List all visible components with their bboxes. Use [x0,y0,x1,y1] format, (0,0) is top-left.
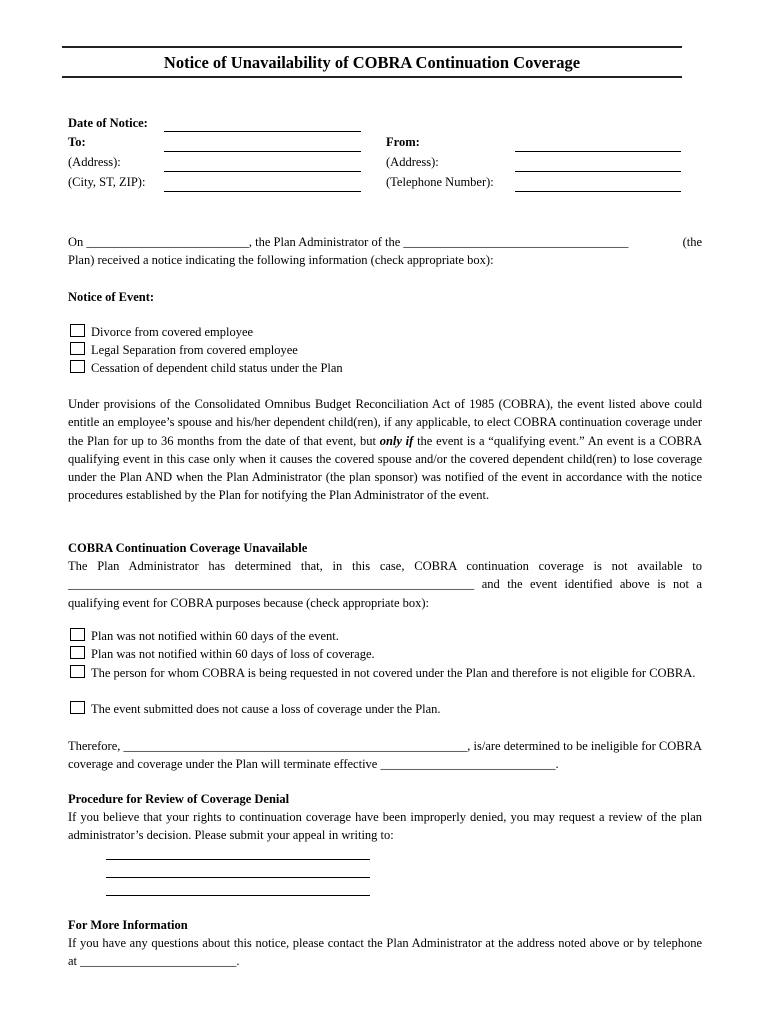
to-label: To: [68,135,86,149]
from-label: From: [386,135,420,149]
unavailable-paragraph: The Plan Administrator has determined that, in this case, COBRA continuation coverage is not available to _________________________________________________________________ and the event identified above is not a qualifying event for COBRA purposes because (check appropriate box): [68,559,702,610]
intro-line2: Plan) received a notice indicating the following information (check appropriate box): [68,253,494,268]
intro-plan-blank[interactable]: ____________________________________ [403,235,629,249]
appeal-address-line-2[interactable] [106,877,370,878]
more-info-heading: For More Information [68,918,188,932]
to-city-field[interactable] [164,191,361,192]
unavailable-checkbox-3[interactable] [70,665,85,678]
unavailable-option-3: The person for whom COBRA is being requested in not covered under the Plan and therefore is not eligible for COBRA. [91,666,696,680]
provisions-text-1: Under provisions of the Consolidated Omnibus Budget Reconciliation Act of 1985 (COBRA), the event listed above could entitle an employee’s spouse and his/her dependent child(ren), if any applicable, to elect COBRA continuation coverage under the Plan for up to 36 months from the date of that event, but [68,397,702,448]
event-checkbox-dependent[interactable] [70,360,85,373]
to-address-field[interactable] [164,171,361,172]
unavailable-heading: COBRA Continuation Coverage Unavailable [68,541,308,555]
to-address-label: (Address): [68,155,121,169]
unavailable-checkbox-4[interactable] [70,701,85,714]
provisions-emphasis: only if [379,433,414,448]
intro-on: On [68,235,87,249]
to-city-label: (City, ST, ZIP): [68,175,146,189]
event-option-separation: Legal Separation from covered employee [91,343,298,357]
appeal-address-line-1[interactable] [106,859,370,860]
event-checkbox-divorce[interactable] [70,324,85,337]
to-field[interactable] [164,151,361,152]
page-title: Notice of Unavailability of COBRA Continuation Coverage [163,53,581,72]
unavailable-checkbox-1[interactable] [70,628,85,641]
event-checkbox-separation[interactable] [70,342,85,355]
therefore-paragraph: Therefore, _______________________________________________________, is/are determined to be ineligible for COBRA coverage and coverage under the Plan will terminate effective ____________________________. [68,739,702,772]
date-of-notice-field[interactable] [164,131,361,132]
intro-the: (the [682,235,702,249]
from-phone-label: (Telephone Number): [386,175,494,189]
provisions-text-2: the event is a “qualifying event.” An event is a COBRA qualifying event in this case only when it causes the covered spouse and/or the covered dependent child(ren) to lose coverage under the Plan AND when the Plan Administrator (the plan sponsor) was notified of the event in accordance with the notice procedures established by the Plan for notifying the Plan Administrator of the event. [68,433,702,503]
from-address-field[interactable] [515,171,681,172]
unavailable-option-2: Plan was not notified within 60 days of loss of coverage. [91,647,375,661]
title-bottom-rule [62,76,682,78]
event-option-dependent: Cessation of dependent child status under the Plan [91,361,343,375]
title-top-rule [62,46,682,48]
unavailable-checkbox-2[interactable] [70,646,85,659]
more-info-paragraph: If you have any questions about this notice, please contact the Plan Administrator at the address noted above or by telephone at _________________________. [68,936,702,969]
intro-mid: , the Plan Administrator of the [248,235,404,249]
unavailable-option-1: Plan was not notified within 60 days of the event. [91,629,339,643]
from-address-label: (Address): [386,155,439,169]
from-phone-field[interactable] [515,191,681,192]
event-heading: Notice of Event: [68,290,155,304]
provisions-paragraph [68,395,702,505]
appeal-address-line-3[interactable] [106,895,370,896]
review-paragraph: If you believe that your rights to continuation coverage have been improperly denied, you may request a review of the plan administrator’s decision. Please submit your appeal in writing to: [68,810,702,843]
event-option-divorce: Divorce from covered employee [91,325,254,339]
from-field[interactable] [515,151,681,152]
review-heading: Procedure for Review of Coverage Denial [68,792,290,806]
intro-date-blank[interactable]: __________________________ [86,235,249,249]
unavailable-option-4: The event submitted does not cause a loss of coverage under the Plan. [91,702,441,716]
intro-paragraph [68,233,702,270]
date-of-notice-label: Date of Notice: [68,116,148,130]
